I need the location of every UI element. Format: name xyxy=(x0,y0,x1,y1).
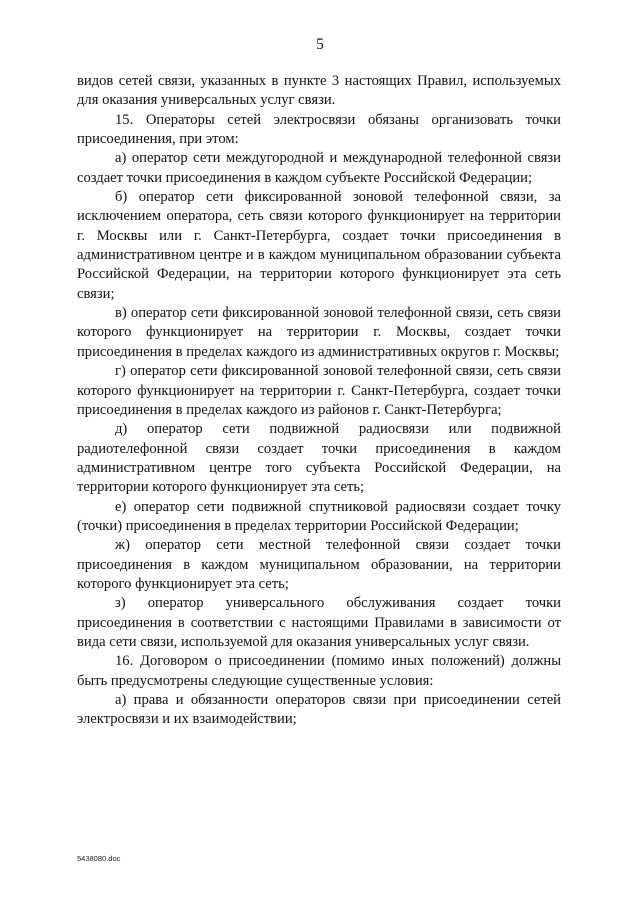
paragraph-clause-15-v: в) оператор сети фиксированной зоновой телефонной связи, сеть связи которого функционирует на территории г. Москвы, создает точки присоединения в пределах каждого из административных округов г. Москвы; xyxy=(77,305,561,360)
paragraph-clause-16-a: а) права и обязанности операторов связи при присоединении сетей электросвязи и их взаимодействии; xyxy=(77,692,561,728)
paragraph-clause-15: 15. Операторы сетей электросвязи обязаны организовать точки присоединения, при этом: xyxy=(77,111,561,148)
paragraph-clause-15-b: б) оператор сети фиксированной зоновой телефонной связи, за исключением оператора, сеть связи которого функционирует на территории г. Москвы или г. Санкт-Петербурга, создает точки присоединения в административном центре и в каждом муниципальном образовании субъекта Российской Федерации, на территории которого функционирует эта сеть связи; xyxy=(77,189,561,302)
paragraph-clause-15-zh: ж) оператор сети местной телефонной связи создает точки присоединения в каждом муниципальном образовании, на территории которого функционирует эта сеть; xyxy=(77,537,561,592)
page-number: 5 xyxy=(316,36,324,53)
footer-file-name: 5438080.doc xyxy=(77,854,121,863)
paragraph-clause-15-d: д) оператор сети подвижной радиосвязи или подвижной радиотелефонной связи создает точки присоединения в каждом административном центре того субъекта Российской Федерации, на территории которого функционирует эта сеть; xyxy=(77,421,561,496)
paragraph-continuation: видов сетей связи, указанных в пункте 3 настоящих Правил, используемых для оказания универсальных услуг связи. xyxy=(77,73,561,109)
paragraph-clause-15-a: а) оператор сети междугородной и международной телефонной связи создает точки присоединения в каждом субъекте Российской Федерации; xyxy=(77,150,561,186)
paragraph-clause-15-z: з) оператор универсального обслуживания создает точки присоединения в соответствии с настоящими Правилами в зависимости от вида сети связи, используемой для оказания универсальных услуг связи. xyxy=(77,595,561,650)
document-body xyxy=(77,72,561,730)
paragraph-clause-16: 16. Договором о присоединении (помимо иных положений) должны быть предусмотрены следующие существенные условия: xyxy=(77,653,561,689)
paragraph-clause-15-e: е) оператор сети подвижной спутниковой радиосвязи создает точку (точки) присоединения в пределах территории Российской Федерации; xyxy=(77,498,561,534)
paragraph-clause-15-g: г) оператор сети фиксированной зоновой телефонной связи, сеть связи которого функционирует на территории г. Санкт-Петербурга, создает точки присоединения в пределах каждого из районов г. Санкт-Петербурга; xyxy=(77,363,561,418)
